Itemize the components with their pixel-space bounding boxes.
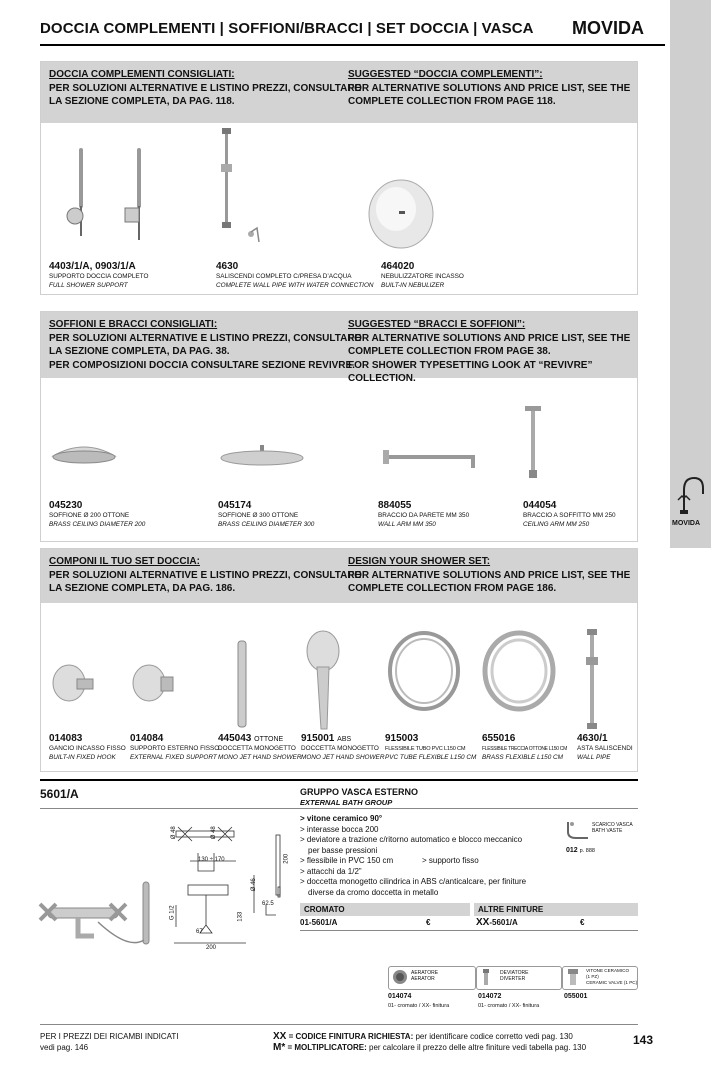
- feature-item: > interasse bocca 200: [300, 824, 379, 834]
- feature-item: diverse da cromo doccetta in metallo: [308, 887, 439, 897]
- price-header-altre: ALTRE FINITURE: [474, 903, 638, 916]
- legend-text: per identificare codice corretto vedi pag. 130: [413, 1032, 573, 1041]
- product-desc-en: EXTERNAL FIXED SUPPORT: [130, 754, 217, 761]
- header-it: [49, 68, 361, 109]
- nebulizer-icon: [366, 177, 436, 252]
- product-915003: [385, 733, 476, 762]
- header-it: [49, 555, 361, 596]
- feature-item: > attacchi da 1/2”: [300, 866, 362, 876]
- wall-arm-icon: [381, 444, 481, 474]
- price-code-cromato: 01-5601/A: [300, 918, 338, 927]
- dimension-label: G 1/2: [169, 905, 176, 921]
- bath-mixer-icon: [38, 880, 163, 950]
- product-desc-en: BRASS CEILING DIAMETER 300: [218, 521, 315, 528]
- code-value: 445043: [218, 733, 252, 744]
- hook-icon: [49, 661, 99, 703]
- header-it: [49, 318, 361, 372]
- header-line: LA SEZIONE COMPLETA, DA PAG. 186.: [49, 583, 236, 594]
- legend-key: M*: [273, 1042, 286, 1053]
- dimension-label: 200: [283, 853, 290, 864]
- spare-aerator-finish: 01- cromato / XX- finitura: [388, 1003, 450, 1009]
- product-code: [385, 733, 476, 744]
- product-desc-it: SUPPORTO ESTERNO FISSO: [130, 745, 220, 752]
- header-line: SOFFIONI E BRACCI CONSIGLIATI:: [49, 319, 218, 330]
- feature-item: > flessibile in PVC 150 cm: [300, 856, 394, 865]
- header-line: FOR ALTERNATIVE SOLUTIONS AND PRICE LIST, SEE THE: [348, 332, 631, 344]
- header-line: PER SOLUZIONI ALTERNATIVE E LISTINO PREZZI, CONSULTARE: [49, 82, 362, 94]
- spare-aerator-code: 014074: [388, 993, 412, 1000]
- brand-name: MOVIDA: [572, 18, 644, 38]
- header-rule: [40, 44, 665, 46]
- header-line: LA SEZIONE COMPLETA, DA PAG. 38.: [49, 346, 230, 357]
- dimension-label: Ø 46: [250, 878, 257, 892]
- header-line: COMPLETE COLLECTION FROM PAGE 38.: [348, 346, 551, 357]
- product-code: 045230: [49, 500, 83, 511]
- product-code: 045174: [218, 500, 252, 511]
- dimension-label: 62.5: [262, 901, 274, 907]
- spare-diverter-finish: 01- cromato / XX- finitura: [478, 1003, 540, 1009]
- hand-shower-icon: [303, 629, 343, 733]
- header-line: COMPLETE COLLECTION FROM PAGE 118.: [348, 96, 556, 107]
- product-desc-en: WALL PIPE: [577, 754, 611, 761]
- product-desc-it: BRACCIO A SOFFITTO MM 250: [523, 512, 616, 519]
- wall-pipe-icon: [582, 627, 602, 731]
- product-code: [482, 733, 567, 744]
- finish-code: XX: [476, 917, 490, 928]
- spare-valve-desc: [586, 968, 637, 985]
- header-en: [348, 68, 630, 109]
- footer-left-ref: vedi pag. 146: [40, 1043, 89, 1052]
- footer-rule: [40, 1024, 638, 1025]
- code-value: 014084: [130, 733, 164, 744]
- product-044054: [523, 500, 616, 529]
- spare-valve-code: 055001: [564, 993, 588, 1000]
- section-set-doccia: [40, 548, 638, 772]
- shower-head-icon: [219, 445, 305, 469]
- code-value: -5601/A: [489, 918, 518, 927]
- spare-it: DEVIATORE: [500, 970, 529, 976]
- product-desc-en: BUILT-IN FIXED HOOK: [49, 754, 116, 761]
- legend-m: [273, 1042, 586, 1053]
- feature-item: > supporto fisso: [422, 856, 479, 865]
- code-value: 014083: [49, 733, 83, 744]
- product-desc-it: SOFFIONE Ø 300 OTTONE: [218, 512, 299, 519]
- product-014083: [49, 733, 126, 762]
- feature-item: > vitone ceramico 90°: [300, 814, 383, 823]
- header-line: PER SOLUZIONI ALTERNATIVE E LISTINO PREZZI, CONSULTARE: [49, 332, 362, 344]
- product-code: [130, 733, 219, 744]
- feature-item: > doccetta monogetto cilindrica in ABS c/anticalcare, per finiture: [300, 877, 527, 886]
- product-desc-it: NEBULIZZATORE INCASSO: [381, 273, 464, 280]
- product-4630: [216, 261, 374, 290]
- section-header: [41, 312, 637, 384]
- divider: [40, 808, 638, 809]
- wall-pipe-icon: [211, 124, 271, 254]
- price-code-altre: [476, 917, 518, 928]
- product-464020: [381, 261, 464, 290]
- product-045230: [49, 500, 145, 529]
- product-code: [49, 733, 126, 744]
- product-desc-en: MONO JET HAND SHOWER: [301, 754, 385, 761]
- product-desc-it: SOFFIONE Ø 200 OTTONE: [49, 512, 130, 519]
- diverter-icon: [480, 968, 492, 986]
- product-desc-it: DOCCETTA MONOGETTO: [218, 745, 296, 752]
- product-desc-it: FLESSIBILE TUBO PVC L150 CM: [385, 746, 466, 752]
- legend-text: per calcolare il prezzo delle altre finiture vedi tabella pag. 130: [366, 1043, 587, 1052]
- technical-drawing: [166, 815, 296, 955]
- code-suffix: ABS: [337, 736, 352, 743]
- price-header-cromato: CROMATO: [300, 903, 470, 916]
- side-tab: [670, 0, 711, 548]
- product-desc-it: BRACCIO DA PARETE MM 350: [378, 512, 470, 519]
- product-code: 884055: [378, 500, 412, 511]
- product-code: 044054: [523, 500, 557, 511]
- hose-icon: [384, 629, 464, 713]
- spare-qty: (1 PZ): [586, 973, 599, 979]
- product-desc-en: CEILING ARM MM 250: [523, 521, 590, 528]
- shower-support-icon: [61, 142, 161, 252]
- side-brand: MOVIDA: [672, 520, 700, 527]
- product-desc-it: SUPPORTO DOCCIA COMPLETO: [49, 273, 149, 280]
- legend-xx: [273, 1031, 586, 1042]
- drain-en: BATH VASTE: [592, 828, 623, 834]
- product-code: [577, 733, 633, 744]
- shower-head-icon: [49, 440, 119, 476]
- product-desc-en: MONO JET HAND SHOWER: [218, 754, 302, 761]
- legend-label: = CODICE FINITURA RICHIESTA:: [286, 1032, 414, 1041]
- header-line: DOCCIA COMPLEMENTI CONSIGLIATI:: [49, 69, 235, 80]
- spare-en: AERATOR: [411, 976, 435, 982]
- price-row-line: [300, 930, 638, 931]
- product-014084: [130, 733, 219, 762]
- product-code: 464020: [381, 261, 415, 272]
- product-desc-it: FLESSIBILE TRECCIA OTTONE L150 CM: [482, 746, 567, 752]
- ceiling-arm-icon: [523, 404, 543, 484]
- product-desc-en: PVC TUBE FLEXIBLE L150 CM: [385, 754, 477, 761]
- product-desc-en: BRASS FLEXIBLE L150 CM: [482, 754, 563, 761]
- price-currency: €: [426, 918, 431, 927]
- bath-subtitle: EXTERNAL BATH GROUP: [300, 798, 393, 807]
- drain-code: 012: [566, 847, 578, 854]
- dimension-label: 130 ÷ 170: [198, 857, 225, 863]
- price-currency: €: [580, 918, 585, 927]
- header-line: PER COMPOSIZIONI DOCCIA CONSULTARE SEZIONE REVIVRE.: [49, 359, 355, 371]
- dimension-label: Ø 48: [170, 826, 177, 840]
- header-line: FOR ALTERNATIVE SOLUTIONS AND PRICE LIST, SEE THE: [348, 569, 631, 581]
- header-line: COMPLETE COLLECTION FROM PAGE 186.: [348, 583, 557, 594]
- product-code: 4403/1/A, 0903/1/A: [49, 261, 136, 272]
- product-desc-en: WALL ARM MM 350: [378, 521, 436, 528]
- product-445043: [218, 733, 301, 762]
- product-code: [218, 733, 301, 744]
- product-desc-en: BRASS CEILING DIAMETER 200: [49, 521, 146, 528]
- section-header: [41, 62, 637, 123]
- product-915001: [301, 733, 384, 762]
- drain-icon: [566, 820, 590, 840]
- feature-row: [300, 856, 562, 867]
- product-desc-it: DOCCETTA MONOGETTO: [301, 745, 379, 752]
- dimension-label: 200: [206, 945, 217, 951]
- drain-it: SCARICO VASCA: [592, 822, 633, 828]
- legend-label: = MOLTIPLICATORE:: [285, 1043, 367, 1052]
- product-desc-en: FULL SHOWER SUPPORT: [49, 282, 128, 289]
- legend-key: XX: [273, 1031, 287, 1042]
- header-en: [348, 555, 630, 596]
- header-line: LA SEZIONE COMPLETA, DA PAG. 118.: [49, 96, 235, 107]
- header-line: DESIGN YOUR SHOWER SET:: [348, 556, 491, 567]
- code-value: 655016: [482, 733, 516, 744]
- spare-it: VITONE CERAMICO: [586, 968, 630, 973]
- product-desc-it: SALISCENDI COMPLETO C/PRESA D’ACQUA: [216, 273, 352, 280]
- product-655016: [482, 733, 567, 762]
- drain-ref: p. 888: [579, 848, 595, 854]
- drain-code-row: [566, 847, 595, 854]
- section-header: [41, 549, 637, 603]
- product-desc-en: BUILT-IN NEBULIZER: [381, 282, 445, 289]
- hose-icon: [479, 629, 559, 713]
- bath-title: GRUPPO VASCA ESTERNO: [300, 787, 419, 797]
- product-desc-it: GANCIO INCASSO FISSO: [49, 745, 126, 752]
- drain-desc: [592, 822, 633, 834]
- feature-item: > deviatore a trazione c/ritorno automatico e blocco meccanico: [300, 835, 523, 844]
- spare-diverter-code: 014072: [478, 993, 502, 1000]
- code-suffix: OTTONE: [254, 736, 284, 743]
- code-value: 915003: [385, 733, 419, 744]
- dimension-label: Ø 48: [210, 826, 217, 840]
- dimension-label: 67: [196, 929, 203, 935]
- header-line: COMPONI IL TUO SET DOCCIA:: [49, 556, 200, 567]
- hook-icon: [129, 661, 179, 703]
- bath-code: 5601/A: [40, 787, 79, 801]
- header-line: PER SOLUZIONI ALTERNATIVE E LISTINO PREZZI, CONSULTARE: [49, 569, 362, 581]
- product-884055: [378, 500, 469, 529]
- spare-aerator-desc: [411, 970, 438, 982]
- header-line: FOR SHOWER TYPESETTING LOOK AT “REVIVRE” COLLECTION.: [348, 359, 593, 384]
- header-en: [348, 318, 637, 386]
- product-4403: [49, 261, 148, 290]
- spare-en: CERAMIC VALVE (1 PC): [586, 979, 638, 985]
- spare-diverter-desc: [500, 970, 528, 982]
- product-desc-it: ASTA SALISCENDI: [577, 745, 633, 752]
- footer-legend: [273, 1031, 586, 1053]
- header-line: SUGGESTED “DOCCIA COMPLEMENTI”:: [348, 69, 543, 80]
- footer-left: [40, 1031, 179, 1053]
- faucet-icon: [676, 474, 708, 516]
- bath-section-rule: [40, 779, 638, 781]
- page-number: 143: [633, 1033, 654, 1047]
- section-doccia-complementi: [40, 61, 638, 295]
- feature-item: per basse pressioni: [308, 845, 378, 855]
- product-desc-en: COMPLETE WALL PIPE WITH WATER CONNECTION: [216, 282, 374, 289]
- spare-it: AERATORE: [411, 970, 439, 976]
- aerator-icon: [392, 969, 408, 985]
- valve-icon: [566, 968, 580, 986]
- feature-list: [300, 814, 562, 898]
- spare-en: DIVERTER: [500, 976, 526, 982]
- code-value: 915001: [301, 733, 335, 744]
- header-line: SUGGESTED “BRACCI E SOFFIONI”:: [348, 319, 526, 330]
- code-value: 4630/1: [577, 733, 608, 744]
- product-045174: [218, 500, 314, 529]
- section-soffioni-bracci: [40, 311, 638, 542]
- page-title: DOCCIA COMPLEMENTI | SOFFIONI/BRACCI | SET DOCCIA | VASCA: [40, 20, 534, 37]
- dimension-label: 133: [237, 911, 244, 922]
- product-code: [301, 733, 384, 744]
- hand-shower-icon: [234, 639, 250, 729]
- header-line: FOR ALTERNATIVE SOLUTIONS AND PRICE LIST, SEE THE: [348, 82, 631, 94]
- product-4630-1: [577, 733, 633, 762]
- product-code: 4630: [216, 261, 239, 272]
- footer-left-title: PER I PREZZI DEI RICAMBI INDICATI: [40, 1032, 179, 1041]
